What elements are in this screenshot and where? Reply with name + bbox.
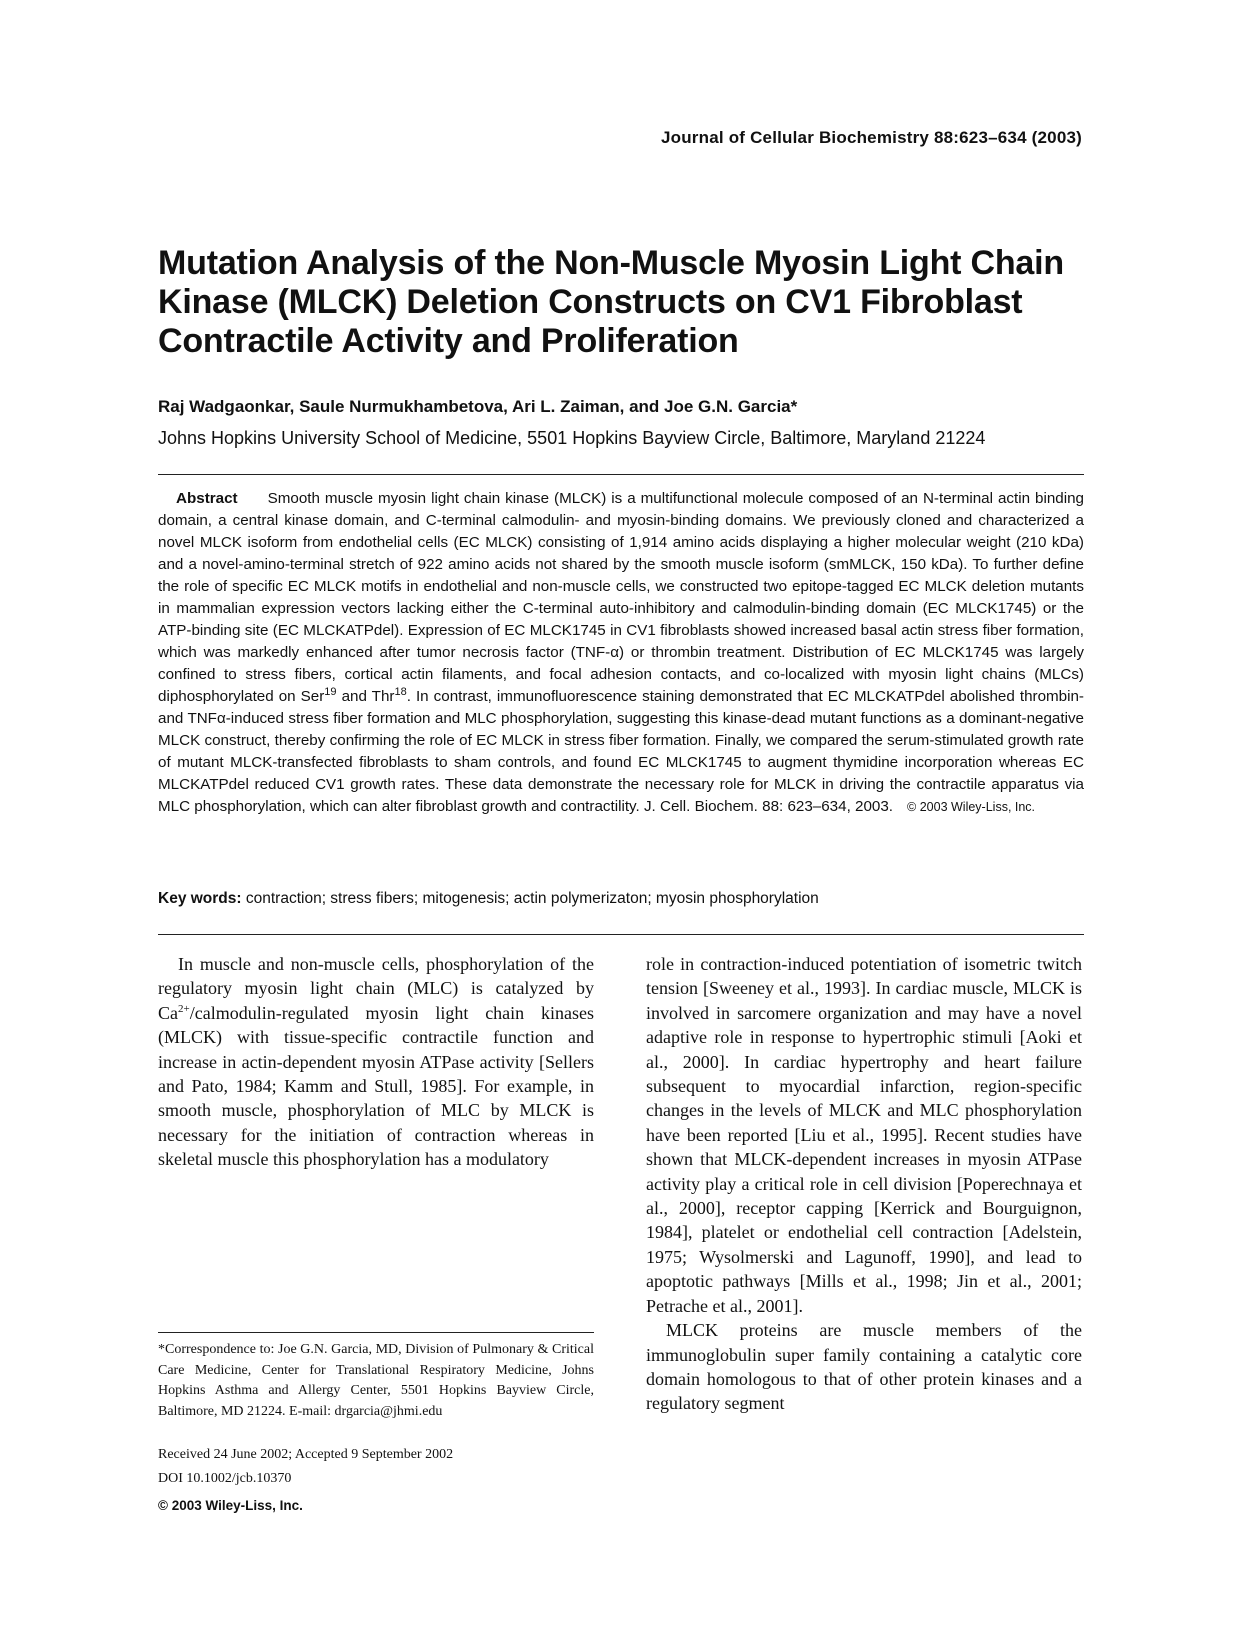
body-paragraph-continued: role in contraction-induced potentiation of isometric twitch tension [Sweeney et al., 1993]. In cardiac muscle, MLCK is involved in sarcomere organization and may have a novel adaptive role in response to hypertrophic stimuli [Aoki et al., 2000]. In cardiac hypertrophy and heart failure subsequent to myocardial infarction, region-specific changes in the levels of MLCK and MLC phosphorylation have been reported [Liu et al., 1995]. Recent studies have shown that MLCK-dependent increases in myosin ATPase activity play a critical role in cell division [Poperechnaya et al., 2000], receptor capping [Kerrick and Bourguignon, 1984], platelet or endothelial cell contraction [Adelstein, 1975; Wysolmerski and Lagunoff, 1990], and lead to apoptotic pathways [Mills et al., 1998; Jin et al., 2001; Petrache et al., 2001]. [646,954,1082,1316]
divider-bottom [158,934,1084,935]
abstract-label: Abstract [176,490,238,507]
correspondence-footnote: *Correspondence to: Joe G.N. Garcia, MD, Division of Pulmonary & Critical Care Medicine, Center for Translational Respiratory Medicine, Johns Hopkins Asthma and Allergy Center, 5501 Hopkins Bayview Circle, Baltimore, MD 21224. E-mail: drgarcia@jhmi.edu [158,1342,594,1419]
calcium-superscript: 2+ [178,1002,190,1015]
keywords [158,890,1084,908]
abstract-text-part3: . In contrast, immunofluorescence staining demonstrated that EC MLCKATPdel abolished thrombin- and TNFα-induced stress fiber formation and MLC phosphorylation, suggesting this kinase-dead mutant functions as a dominant-negative MLCK construct, thereby confirming the role of EC MLCK in stress fiber formation. Finally, we compared the serum-stimulated growth rate of mutant MLCK-transfected fibroblasts to sham controls, and found EC MLCK1745 to augment thymidine incorporation whereas EC MLCKATPdel reduced CV1 growth rates. These data demonstrate the necessary role for MLCK in driving the contractile apparatus via MLC phosphorylation, which can alter fibroblast growth and contractility. J. Cell. Biochem. 88: 623–634, 2003. [158,688,1084,815]
body-text-left-a: In muscle and non-muscle cells, phosphorylation of the regulatory myosin light chain (MLC) is catalyzed by Ca [158,954,594,1023]
abstract-sup-thr: 18 [394,685,407,698]
body-paragraph: MLCK proteins are muscle members of the immunoglobulin super family containing a catalytic core domain homologous to that of other protein kinases and a regulatory segment [646,1320,1082,1414]
journal-citation: Journal of Cellular Biochemistry 88:623–634 (2003) [660,128,1082,147]
body-paragraph [158,952,594,1172]
abstract [158,488,1084,818]
author-list: Raj Wadgaonkar, Saule Nurmukhambetova, Ari L. Zaiman, and Joe G.N. Garcia* [158,397,798,416]
body-text-left-b: /calmodulin-regulated myosin light chain kinases (MLCK) with tissue-specific contractile function and increase in actin-dependent myosin ATPase activity [Sellers and Pato, 1984; Kamm and Stull, 1985]. For example, in smooth muscle, phosphorylation of MLC by MLCK is necessary for the initiation of contraction whereas in skeletal muscle this phosphorylation has a modulatory [158,1002,594,1170]
received-dates: Received 24 June 2002; Accepted 9 September 2002 [158,1447,454,1462]
keywords-text: contraction; stress fibers; mitogenesis; actin polymerizaton; myosin phosphorylation [241,890,819,907]
abstract-text-part1: Smooth muscle myosin light chain kinase (MLCK) is a multifunctional molecule composed of an N-terminal actin binding domain, a central kinase domain, and C-terminal calmodulin- and myosin-binding domains. We previously cloned and characterized a novel MLCK isoform from endothelial cells (EC MLCK) consisting of 1,914 amino acids displaying a higher molecular weight (210 kDa) and a novel-amino-terminal stretch of 922 amino acids not shared by the smooth muscle isoform (smMLCK, 150 kDa). To further define the role of specific EC MLCK motifs in endothelial and non-muscle cells, we constructed two epitope-tagged EC MLCK deletion mutants in mammalian expression vectors lacking either the C-terminal auto-inhibitory and calmodulin-binding domain (EC MLCK1745) or the ATP-binding site (EC MLCKATPdel). Expression of EC MLCK1745 in CV1 fibroblasts showed increased basal actin stress fiber formation, which was markedly enhanced after tumor necrosis factor (TNF-α) or thrombin treatment. Distribution of EC MLCK1745 was largely confined to stress fibers, cortical actin filaments, and focal adhesion contacts, and co-localized with myosin light chains (MLCs) diphosphorylated on Ser [158,490,1084,705]
affiliation: Johns Hopkins University School of Medicine, 5501 Hopkins Bayview Circle, Baltimore, Maryland 21224 [158,428,986,448]
divider-top [158,474,1084,475]
footnote-divider [158,1332,594,1333]
body-column-left [158,952,594,1172]
abstract-sup-ser: 19 [324,685,337,698]
doi: DOI 10.1002/jcb.10370 [158,1471,292,1486]
copyright-notice: © 2003 Wiley-Liss, Inc. [158,1498,303,1513]
abstract-text-part2: and Thr [336,688,395,705]
body-column-right [646,952,1082,1416]
abstract-copyright: © 2003 Wiley-Liss, Inc. [907,800,1036,814]
paper-title: Mutation Analysis of the Non-Muscle Myosin Light Chain Kinase (MLCK) Deletion Constructs on CV1 Fibroblast Contractile Activity and Proliferation [158,244,1064,360]
keywords-label: Key words: [158,890,242,907]
